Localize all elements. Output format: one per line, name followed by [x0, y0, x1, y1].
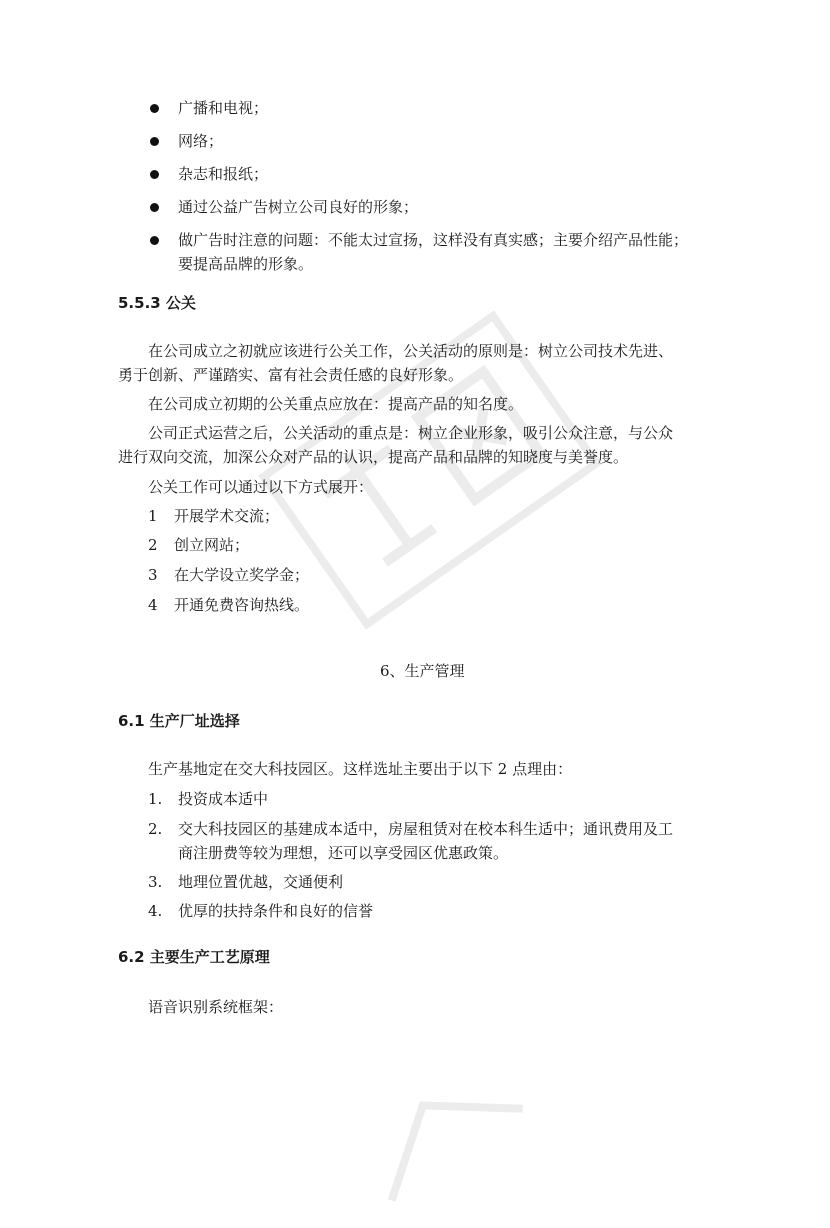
bullet-dot	[150, 170, 159, 179]
pr-list-number: 4	[148, 596, 158, 614]
site-list-number: 4.	[148, 902, 163, 920]
site-list-item: 交大科技园区的基建成本适中，房屋租赁对在校本科生适中；通讯费用及工	[178, 820, 674, 838]
section-heading-6-2: 6.2 主要生产工艺原理	[118, 948, 270, 966]
pr-list-number: 3	[148, 566, 158, 584]
site-list-number: 2.	[148, 820, 163, 838]
section-heading-6-1: 6.1 生产厂址选择	[118, 712, 240, 730]
pr-paragraph-1: 在公司成立之初就应该进行公关工作，公关活动的原则是：树立公司技术先进、	[148, 342, 674, 360]
bullet-item-ad-notes: 做广告时注意的问题：不能太过宣扬，这样没有真实感；主要介绍产品性能；	[178, 231, 689, 249]
bullet-dot	[150, 104, 159, 113]
chapter-title-6: 6、生产管理	[380, 662, 465, 680]
pr-list-item: 开通免费咨询热线。	[174, 596, 310, 614]
pr-paragraph-3-cont: 进行双向交流，加深公众对产品的认识，提高产品和品牌的知晓度与美誉度。	[118, 448, 629, 466]
site-list-number: 3.	[148, 873, 163, 891]
bullet-item-public-ads: 通过公益广告树立公司良好的形象；	[178, 198, 419, 216]
site-list-item: 投资成本适中	[178, 790, 269, 808]
bullet-item-magazines: 杂志和报纸；	[178, 165, 269, 183]
section-heading-5-5-3: 5.5.3 公关	[118, 294, 196, 312]
bullet-dot	[150, 236, 159, 245]
pr-list-item: 创立网站；	[174, 536, 250, 554]
pr-paragraph-2: 在公司成立初期的公关重点应放在：提高产品的知名度。	[148, 395, 524, 413]
bullet-dot	[150, 203, 159, 212]
site-intro: 生产基地定在交大科技园区。这样选址主要出于以下 2 点理由：	[148, 760, 573, 778]
bullet-item-broadcast: 广播和电视；	[178, 99, 269, 117]
bullet-item-ad-notes-cont: 要提高品牌的形象。	[178, 255, 314, 273]
pr-paragraph-1-cont: 勇于创新、严谨踏实、富有社会责任感的良好形象。	[118, 366, 464, 384]
bullet-dot	[150, 137, 159, 146]
site-list-item-cont: 商注册费等较为理想，还可以享受园区优惠政策。	[178, 844, 509, 862]
pr-list-item: 在大学设立奖学金；	[174, 566, 310, 584]
site-list-item: 优厚的扶持条件和良好的信誉	[178, 902, 374, 920]
pr-paragraph-4: 公关工作可以通过以下方式展开：	[148, 478, 374, 496]
pr-paragraph-3: 公司正式运营之后，公关活动的重点是：树立企业形象，吸引公众注意，与公众	[148, 424, 674, 442]
speech-intro: 语音识别系统框架：	[148, 998, 284, 1016]
bullet-item-network: 网络；	[178, 132, 224, 150]
site-list-item: 地理位置优越，交通便利	[178, 873, 344, 891]
watermark-stamp	[197, 244, 664, 696]
site-list-number: 1.	[148, 790, 163, 808]
pr-list-item: 开展学术交流；	[174, 507, 280, 525]
pr-list-number: 1	[148, 507, 158, 525]
pr-list-number: 2	[148, 536, 158, 554]
watermark-stamp-bottom	[329, 1032, 550, 1228]
